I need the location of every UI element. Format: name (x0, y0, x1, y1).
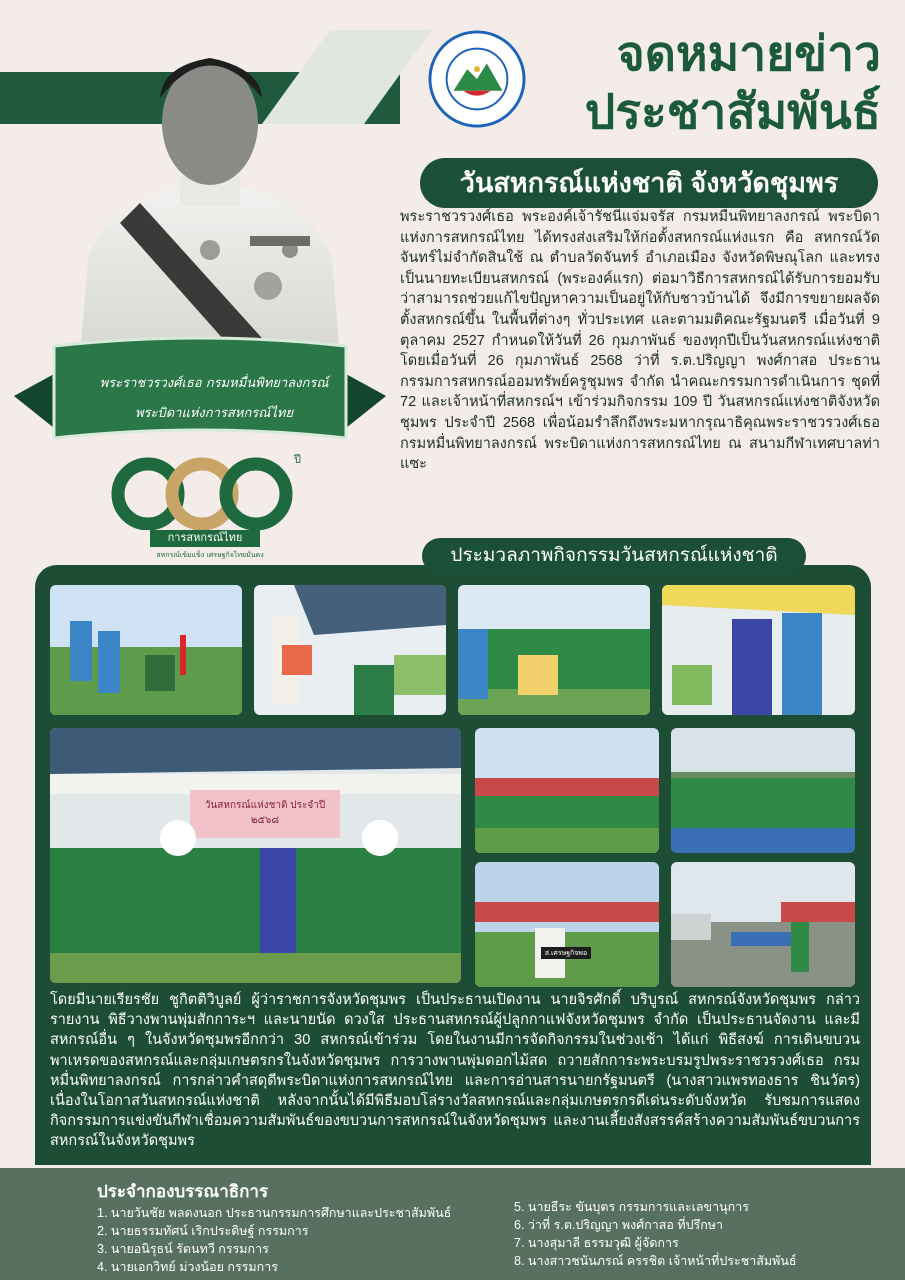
cooperative-seal-logo (428, 30, 526, 128)
editorial-item: 2. นายธรรมทัศน์ เริกประดิษฐ์ กรรมการ (97, 1224, 309, 1238)
gallery-title: ประมวลภาพกิจกรรมวันสหกรณ์แห่งชาติ (422, 538, 806, 574)
gallery-photo-main[interactable] (50, 728, 461, 983)
ribbon-line2: พระบิดาแห่งการสหกรณ์ไทย (134, 406, 294, 421)
newsletter-headline (585, 26, 881, 142)
editorial-item: 3. นายอนิรุธน์ รัตนทวี กรรมการ (97, 1242, 269, 1256)
editorial-item: 4. นายเอกวิทย์ ม่วงน้อย กรรมการ (97, 1260, 278, 1274)
portrait-image (70, 28, 350, 358)
ribbon-line1: พระราชวรวงศ์เธอ กรมหมื่นพิทยาลงกรณ์ (99, 376, 329, 391)
gallery-photo-3[interactable] (458, 585, 650, 715)
cooperative-anniversary-emblem (110, 450, 310, 565)
editorial-title: ประจำกองบรรณาธิการ (97, 1182, 269, 1201)
event-subtitle: วันสหกรณ์แห่งชาติ จังหวัดชุมพร (420, 158, 878, 208)
gallery-photo-4[interactable] (662, 585, 855, 715)
gallery-photo-6[interactable] (671, 728, 855, 853)
editorial-list-right (514, 1198, 797, 1270)
gallery-photo-5[interactable] (475, 728, 659, 853)
editorial-item: 5. นายธีระ ขันบุตร กรรมการและเลขานุการ (514, 1200, 749, 1214)
parade-sign-text: ส.เศรษฐกิจพอ (544, 950, 588, 957)
gallery-photo-2[interactable] (254, 585, 446, 715)
intro-paragraph: พระราชวรวงศ์เธอ พระองค์เจ้ารัชนีแจ่มจรัส กรมหมื่นพิทยาลงกรณ์ พระบิดาแห่งการสหกรณ์ไทย ได้ทรงส่งเสริมให้ก่อตั้งสหกรณ์แห่งแรก คือ สหกรณ์วัดจันทร์ไม่จำกัดสินใช้ ณ ตำบลวัดจันทร์ อำเภอเมือง จังหวัดพิษณุโลก และทรงเป็นนายทะเบียนสหกรณ์ (พระองค์แรก) ต่อมาวิธีการสหกรณ์ได้รับการยอมรับว่าสามารถช่วยแก้ไขปัญหาความเป็นอยู่ให้กับชาวบ้านได้ จึงมีการขยายผลจัดตั้งสหกรณ์ขึ้น ในพื้นที่ต่างๆ ทั่วประเทศ และตามมติคณะรัฐมนตรี เมื่อวันที่ 9 ตุลาคม 2527 กำหนดให้วันที่ 26 กุมภาพันธ์ ของทุกปีเป็นวันสหกรณ์แห่งชาติ โดยเมื่อวันที่ 26 กุมภาพันธ์ 2568 ว่าที่ ร.ต.ปริญญา พงศ์กาสอ ประธานกรรมการสหกรณ์ออมทรัพย์ครูชุมพร จำกัด นำคณะกรรมการดำเนินการ ชุดที่ 72 และเจ้าหน้าที่สหกรณ์ฯ เข้าร่วมกิจกรรม 109 ปี วันสหกรณ์แห่งชาติจังหวัดชุมพร ประจำปี 2568 เพื่อน้อมรำลึกถึงพระมหากรุณาธิคุณพระราชวรวงศ์เธอ กรมหมื่นพิทยาลงกรณ์ พระบิดาแห่งการสหกรณ์ไทย ณ สนามกีฬาเทศบาลท่าแซะ (400, 209, 880, 473)
emblem-label: การสหกรณ์ไทย (150, 530, 260, 547)
event-body-paragraph: โดยมีนายเรียรชัย ชูกิตติวิบูลย์ ผู้ว่าราชการจังหวัดชุมพร เป็นประธานเปิดงาน นายจิรศักดิ์ บริบูรณ์ สหกรณ์จังหวัดชุมพร กล่าวรายงาน พิธีวางพานพุ่มสักการะฯ และนายนัด ดวงใส ประธานสหกรณ์ผู้ปลูกกาแฟจังหวัดชุมพร จำกัด เป็นประธานจัดงาน และมีสหกรณ์อื่น ๆ ในจังหวัดชุมพรอีกกว่า 30 สหกรณ์เข้าร่วม โดยในงานมีการจัดกิจกรรมในช่วงเช้า ได้แก่ พิธีสงฆ์ การเดินขบวนพาเหรดของสหกรณ์และกลุ่มเกษตรกรในจังหวัดชุมพร การวางพานพุ่มดอกไม้สด ถวายสักการะพระบรมรูปพระราชวรวงศ์เธอ กรมหมื่นพิทยาลงกรณ์ การกล่าวคำสดุดีพระบิดาแห่งการสหกรณ์ไทย และการอ่านสารนายกรัฐมนตรี (นางสาวแพรทองธาร ชินวัตร) เนื่องในโอกาสวันสหกรณ์แห่งชาติ หลังจากนั้นได้มีพิธีมอบโล่รางวัลสหกรณ์และกลุ่มเกษตรกรดีเด่นระดับจังหวัด รับชมการแสดง กิจกรรมการแข่งขันกีฬาเชื่อมความสัมพันธ์ของขบวนการสหกรณ์ในจังหวัดชุมพร และงานเลี้ยงสังสรรค์สร้างความสัมพันธ์ขบวนการสหกรณ์ในจังหวัดชุมพร (50, 992, 860, 1150)
headline-line1: จดหมายข่าว (616, 28, 881, 81)
editorial-list-left (97, 1204, 451, 1276)
banner-text: วันสหกรณ์แห่งชาติ ประจำปี ๒๕๖๘ (204, 800, 326, 826)
gallery-photo-7[interactable] (475, 862, 659, 987)
gallery-photo-8[interactable] (671, 862, 855, 987)
editorial-item: 8. นางสาวชนันภรณ์ ครรชิต เจ้าหน้าที่ประชาสัมพันธ์ (514, 1254, 797, 1268)
emblem-superscript: ปี (294, 453, 301, 466)
editorial-footer (0, 1168, 905, 1280)
editorial-item: 1. นายวันชัย พลดงนอก ประธานกรรมการศึกษาและประชาสัมพันธ์ (97, 1206, 452, 1220)
headline-line2: ประชาสัมพันธ์ (584, 86, 881, 139)
gallery-photo-1[interactable] (50, 585, 242, 715)
emblem-tagline: สหกรณ์เข้มแข็ง เศรษฐกิจไทยมั่นคง (156, 551, 264, 559)
dedication-ribbon (14, 336, 386, 454)
editorial-item: 7. นางสุมาลี ธรรมวุฒิ ผู้จัดการ (514, 1236, 679, 1250)
editorial-item: 6. ว่าที่ ร.ต.ปริญญา พงศ์กาสอ ที่ปรึกษา (514, 1218, 724, 1232)
